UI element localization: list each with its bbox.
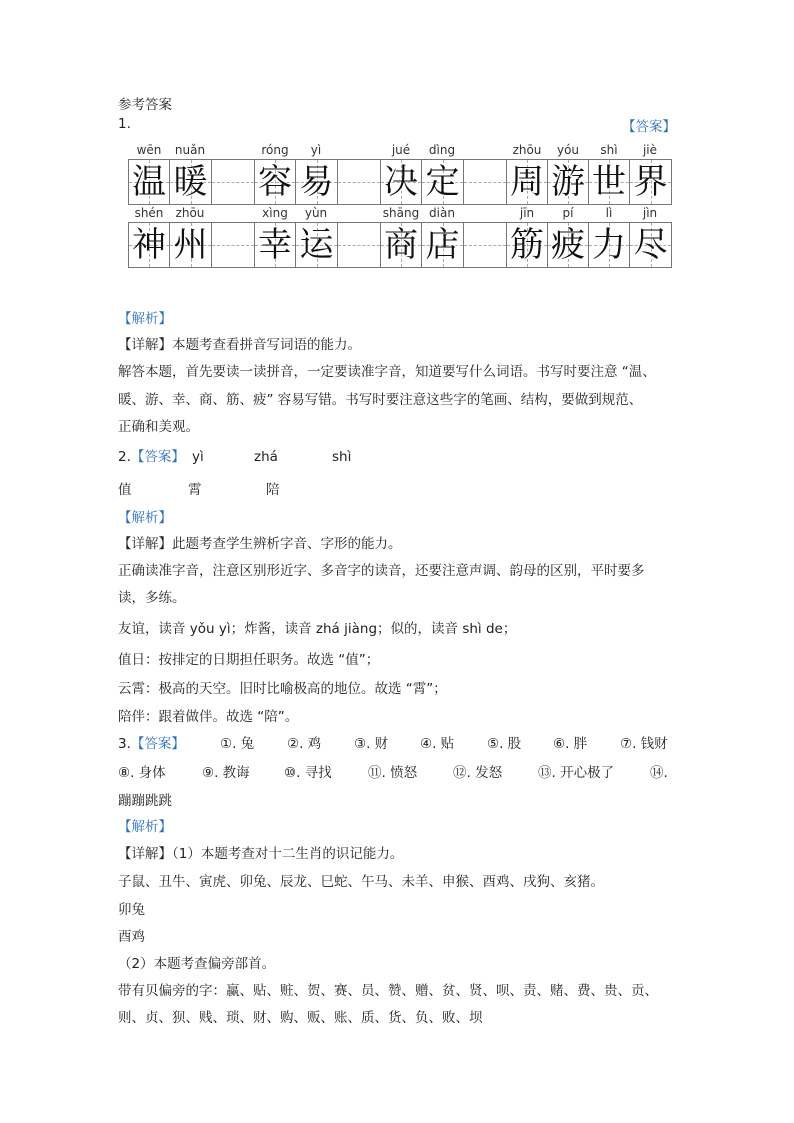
q3-item: ④. 贴 <box>420 736 455 752</box>
q1-number: 1. <box>118 116 131 132</box>
writing-grid-row-2 <box>128 206 670 270</box>
q1-para: 解答本题，首先要读一读拼音，一定要读准字音，知道要写什么词语。书写时要注意 “温、 <box>118 364 656 380</box>
word-group <box>128 143 212 207</box>
hanzi: 温 <box>132 162 166 202</box>
q2-answer-line <box>118 448 185 466</box>
q3-detail: 【详解】（1）本题考查对十二生肖的识记能力。 <box>118 846 404 862</box>
hanzi: 决 <box>384 162 418 202</box>
pinyin: pí <box>562 206 574 220</box>
hanzi: 州 <box>173 225 208 265</box>
hanzi: 疲 <box>551 225 585 265</box>
q3-bei-line: 带有贝偏旁的字：赢、贴、赃、贺、赛、员、赞、赠、贫、贤、呗、责、赌、费、贵、贡、 <box>118 983 658 999</box>
pinyin: yóu <box>556 143 580 157</box>
hanzi: 筋 <box>510 225 544 265</box>
q2-char: 霄 <box>188 482 202 498</box>
pinyin: zhōu <box>512 143 542 157</box>
q2-para: 友谊，读音 yǒu yì；炸酱，读音 zhá jiàng；似的，读音 shì de； <box>118 621 517 637</box>
word-group <box>506 143 672 207</box>
hanzi: 容 <box>258 162 292 202</box>
word-group <box>128 206 212 270</box>
hanzi: 世 <box>592 162 626 202</box>
q2-pinyin: yì <box>192 449 204 465</box>
q3-item: ②. 鸡 <box>287 736 322 752</box>
q2-number: 2. <box>118 449 131 465</box>
pinyin: róng <box>261 143 289 157</box>
pinyin: jiè <box>642 143 658 157</box>
hanzi: 力 <box>592 225 626 265</box>
q3-analysis-tag: 【解析】 <box>118 819 172 835</box>
q3-item: ⑫. 发怒 <box>453 765 503 781</box>
q1-analysis-tag: 【解析】 <box>118 311 172 327</box>
q3-item: ⑧. 身体 <box>118 765 166 781</box>
pinyin: jīn <box>519 206 535 220</box>
q2-para: 正确读准字音，注意区别形近字、多音字的读音，还要注意声调、韵母的区别，平时要多 <box>118 563 645 579</box>
q3-bei-line: 则、贞、狈、贱、琐、财、购、贩、账、质、货、负、败、坝 <box>118 1010 483 1026</box>
hanzi: 定 <box>425 162 460 202</box>
word-group <box>254 143 338 207</box>
q3-answer-tag: 【答案】 <box>130 736 185 752</box>
q3-item: ①. 兔 <box>220 736 255 752</box>
q3-item: ⑬. 开心极了 <box>538 765 615 781</box>
pinyin: shì <box>600 143 618 157</box>
word-group <box>380 143 464 207</box>
pinyin: yì <box>310 143 322 157</box>
q3-item: ⑦. 钱财 <box>620 736 668 752</box>
q3-item: ⑪. 愤怒 <box>368 765 418 781</box>
q2-answer-tag: 【答案】 <box>130 449 185 465</box>
pinyin: diàn <box>429 206 455 220</box>
q2-para: 云霄：极高的天空。旧时比喻极高的地位。故选 “霄”； <box>118 681 447 697</box>
hanzi: 暖 <box>173 162 208 202</box>
q3-item: ⑩. 寻找 <box>284 765 332 781</box>
q1-para: 暖、游、幸、商、筋、疲” 容易写错。书写时要注意这些字的笔画、结构，要做到规范、 <box>118 392 643 408</box>
pinyin: yùn <box>304 206 328 220</box>
hanzi: 易 <box>299 162 334 202</box>
hanzi: 游 <box>551 162 585 202</box>
q3-item: ⑤. 股 <box>487 736 522 752</box>
hanzi: 运 <box>299 225 334 265</box>
hanzi: 尽 <box>633 225 668 265</box>
pinyin: zhōu <box>175 206 205 220</box>
q2-para: 值日：按排定的日期担任职务。故选 “值”； <box>118 652 380 668</box>
q3-zodiac: 子鼠、丑牛、寅虎、卯兔、辰龙、巳蛇、午马、未羊、申猴、酉鸡、戌狗、亥猪。 <box>118 874 604 890</box>
q2-para: 陪伴：跟着做伴。故选 “陪”。 <box>118 709 299 725</box>
q3-mao: 卯兔 <box>118 902 145 918</box>
q3-item: ③. 财 <box>354 736 389 752</box>
q2-pinyin: zhá <box>254 449 278 465</box>
q1-para: 正确和美观。 <box>118 419 199 435</box>
q2-pinyin: shì <box>332 449 352 465</box>
pinyin: jué <box>391 143 411 157</box>
pinyin: xìng <box>262 206 288 220</box>
pinyin: wēn <box>136 143 162 157</box>
q2-analysis-tag: 【解析】 <box>118 510 172 526</box>
q1-answer-tag: 【答案】 <box>622 119 676 135</box>
pinyin: dìng <box>428 143 456 157</box>
q1-detail: 【详解】本题考查看拼音写词语的能力。 <box>118 337 361 353</box>
pinyin: shāng <box>382 206 420 220</box>
q2-detail: 【详解】此题考查学生辨析字音、字形的能力。 <box>118 536 402 552</box>
pinyin: jìn <box>642 206 658 220</box>
q2-para: 读，多练。 <box>118 590 186 606</box>
writing-grid-row-1 <box>128 143 670 207</box>
pinyin: shén <box>134 206 164 220</box>
q2-char: 值 <box>118 482 132 498</box>
hanzi: 商 <box>384 225 418 265</box>
hanzi: 幸 <box>258 225 292 265</box>
hanzi: 店 <box>425 225 460 265</box>
hanzi: 界 <box>633 162 668 202</box>
word-group <box>380 206 464 270</box>
hanzi: 周 <box>510 162 544 202</box>
q3-sub2: （2）本题考查偏旁部首。 <box>118 956 276 972</box>
q3-answer-line <box>118 735 185 753</box>
q2-char: 陪 <box>266 482 280 498</box>
pinyin: lì <box>605 206 613 220</box>
q3-item: 蹦蹦跳跳 <box>118 793 172 809</box>
word-group <box>254 206 338 270</box>
page-title: 参考答案 <box>118 97 172 113</box>
pinyin: nuǎn <box>174 143 206 157</box>
q3-item: ⑭. <box>650 765 668 781</box>
q3-you: 酉鸡 <box>118 929 145 945</box>
q3-item: ⑥. 胖 <box>553 736 588 752</box>
q3-item: ⑨. 教诲 <box>202 765 250 781</box>
word-group <box>506 206 672 270</box>
q3-number: 3. <box>118 736 131 752</box>
hanzi: 神 <box>132 225 166 265</box>
